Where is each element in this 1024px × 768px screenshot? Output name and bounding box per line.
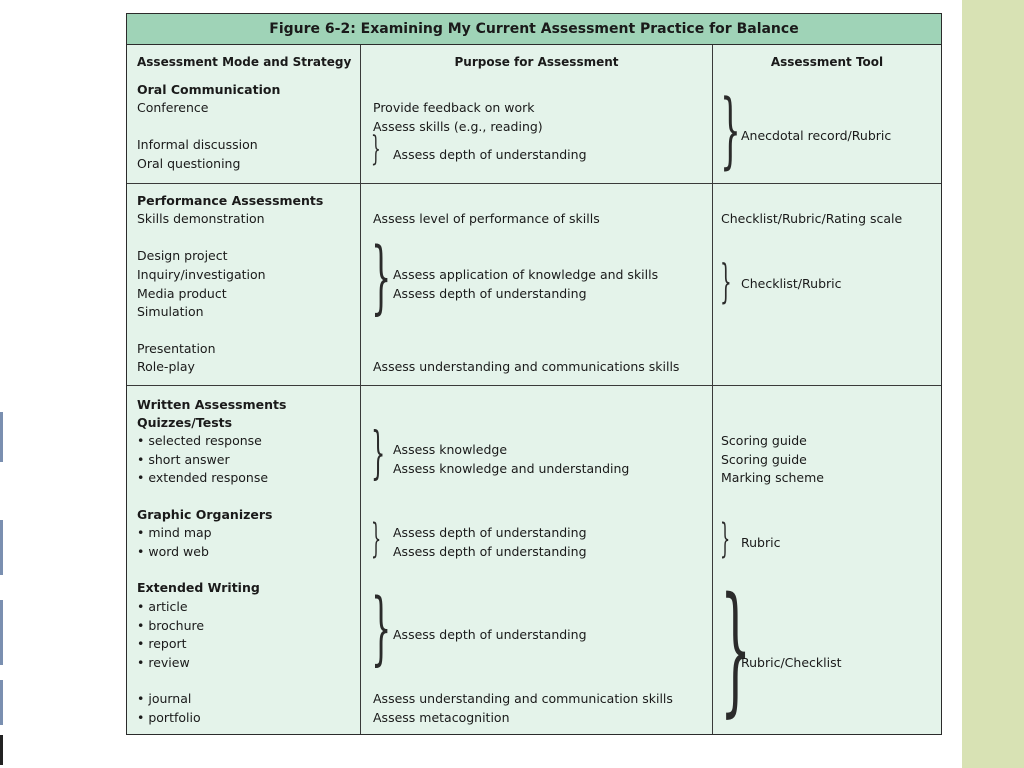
purpose-text: Assess depth of understanding <box>393 544 587 559</box>
list-item: Oral questioning <box>137 156 241 171</box>
header-mode: Assessment Mode and Strategy <box>137 55 352 69</box>
purpose-text: Assess application of knowledge and skills <box>393 267 659 282</box>
list-item: • brochure <box>137 618 205 633</box>
brace-icon: } <box>371 230 392 323</box>
tool-text: Rubric/Checklist <box>741 655 842 670</box>
purpose-text: Assess skills (e.g., reading) <box>373 119 543 134</box>
list-item: Media product <box>137 286 227 301</box>
purpose-text: Assess depth of understanding <box>393 525 587 540</box>
list-item: • mind map <box>137 525 212 540</box>
purpose-text: Assess understanding and communication skills <box>373 691 673 706</box>
list-item: • journal <box>137 691 192 706</box>
tool-text: Scoring guide <box>721 433 807 448</box>
edge-mark <box>0 680 3 725</box>
column-divider <box>712 45 713 734</box>
row-divider <box>127 183 941 184</box>
list-item: • selected response <box>137 433 262 448</box>
list-item: • word web <box>137 544 209 559</box>
tool-text: Checklist/Rubric/Rating scale <box>721 211 903 226</box>
brace-icon: } <box>720 254 732 308</box>
purpose-text: Assess knowledge <box>393 442 508 457</box>
oral-heading: Oral Communication <box>137 82 281 97</box>
list-item: Simulation <box>137 304 204 319</box>
quizzes-heading: Quizzes/Tests <box>137 415 233 430</box>
edge-mark <box>0 735 3 765</box>
tool-text: Anecdotal record/Rubric <box>741 128 892 143</box>
brace-icon: } <box>371 129 381 169</box>
edge-mark <box>0 412 3 462</box>
side-panel <box>962 0 1024 768</box>
list-item: • report <box>137 636 187 651</box>
header-tool: Assessment Tool <box>770 55 884 69</box>
column-divider <box>360 45 361 734</box>
purpose-text: Assess understanding and communications skills <box>373 359 680 374</box>
row-divider <box>127 385 941 386</box>
brace-icon: } <box>371 581 392 674</box>
list-item: • short answer <box>137 452 230 467</box>
performance-heading: Performance Assessments <box>137 193 324 208</box>
brace-icon: } <box>720 568 752 731</box>
purpose-text: Assess depth of understanding <box>393 627 587 642</box>
purpose-text: Assess metacognition <box>373 710 510 725</box>
list-item: Design project <box>137 248 228 263</box>
list-item: Skills demonstration <box>137 211 265 226</box>
list-item: Role-play <box>137 359 195 374</box>
list-item: • extended response <box>137 470 269 485</box>
list-item: Informal discussion <box>137 137 258 152</box>
purpose-text: Assess depth of understanding <box>393 286 587 301</box>
edge-mark <box>0 600 3 665</box>
brace-icon: } <box>720 83 741 178</box>
extended-writing-heading: Extended Writing <box>137 580 260 595</box>
brace-icon: } <box>720 516 731 562</box>
brace-icon: } <box>371 516 382 562</box>
purpose-text: Assess depth of understanding <box>393 147 587 162</box>
edge-mark <box>0 520 3 575</box>
written-heading: Written Assessments <box>137 397 287 412</box>
brace-icon: } <box>371 421 386 486</box>
figure-title: Figure 6-2: Examining My Current Assessment Practice for Balance <box>127 14 941 45</box>
tool-text: Scoring guide <box>721 452 807 467</box>
purpose-text: Provide feedback on work <box>373 100 535 115</box>
list-item: Presentation <box>137 341 216 356</box>
list-item: • article <box>137 599 188 614</box>
list-item: Conference <box>137 100 209 115</box>
tool-text: Rubric <box>741 535 781 550</box>
tool-text: Marking scheme <box>721 470 824 485</box>
purpose-text: Assess level of performance of skills <box>373 211 600 226</box>
graphic-organizers-heading: Graphic Organizers <box>137 507 273 522</box>
header-purpose: Purpose for Assessment <box>454 55 619 69</box>
purpose-text: Assess knowledge and understanding <box>393 461 630 476</box>
assessment-figure <box>126 13 942 735</box>
tool-text: Checklist/Rubric <box>741 276 842 291</box>
list-item: • portfolio <box>137 710 201 725</box>
list-item: • review <box>137 655 190 670</box>
list-item: Inquiry/investigation <box>137 267 266 282</box>
